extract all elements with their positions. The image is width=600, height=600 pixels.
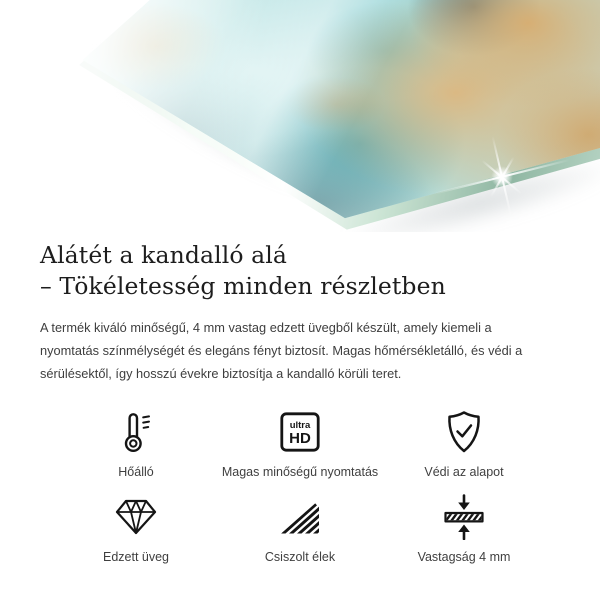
feature-ultra-hd-print bbox=[218, 409, 382, 480]
ultra-hd-icon bbox=[280, 409, 320, 455]
product-description: A termék kiváló minőségű, 4 mm vastag edzett üvegből készült, amely kiemeli a nyomtatás színmélységét és elegáns fényt biztosít. Magas hőmérsékletálló, és védi a sérülésektől, így hosszú évekre biztosítja a kandalló körüli teret. bbox=[40, 320, 523, 381]
features-grid bbox=[54, 409, 546, 565]
feature-label: Csiszolt élek bbox=[264, 550, 336, 564]
thermometer-icon bbox=[121, 409, 151, 455]
feature-label: Edzett üveg bbox=[102, 550, 169, 564]
feature-polished-edges bbox=[218, 494, 382, 565]
feature-label: Vastagság 4 mm bbox=[417, 550, 511, 564]
svg-text:HD: HD bbox=[289, 430, 311, 447]
feature-label: Hőálló bbox=[118, 465, 154, 479]
diamond-icon bbox=[114, 494, 158, 540]
feature-protects-base bbox=[382, 409, 546, 480]
sparkle-core bbox=[491, 166, 513, 188]
page-title bbox=[40, 240, 560, 302]
thickness-icon bbox=[441, 494, 487, 540]
page-title-line2: – Tökéletesség minden részletben bbox=[40, 272, 446, 300]
product-photo bbox=[0, 0, 600, 232]
shield-check-icon bbox=[444, 409, 484, 455]
page-title-line1: Alátét a kandalló alá bbox=[40, 241, 287, 269]
feature-label: Magas minőségű nyomtatás bbox=[221, 465, 379, 479]
polished-edges-icon bbox=[280, 494, 320, 540]
svg-text:ultra: ultra bbox=[289, 420, 311, 431]
product-info-section bbox=[0, 232, 600, 565]
feature-tempered-glass bbox=[54, 494, 218, 565]
feature-heat-resistant bbox=[54, 409, 218, 480]
feature-label: Védi az alapot bbox=[424, 465, 504, 479]
feature-thickness bbox=[382, 494, 546, 565]
